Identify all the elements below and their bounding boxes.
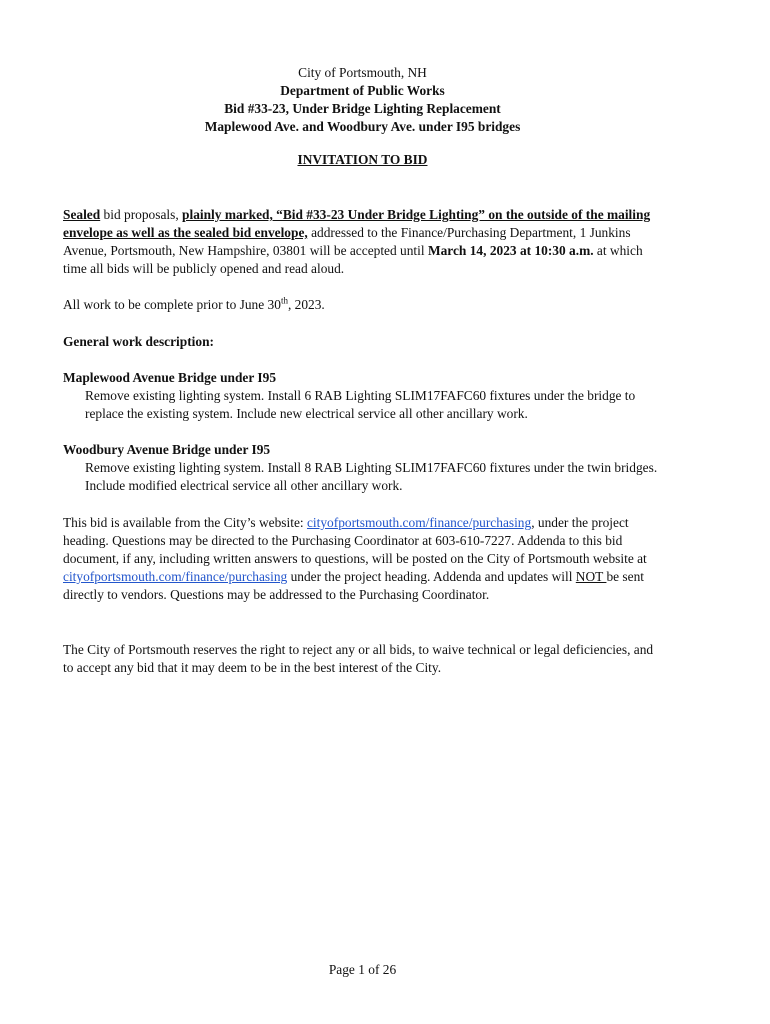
woodbury-body: Remove existing lighting system. Install 8 RAB Lighting SLIM17FAFC60 fixtures under the twin bridges. Include modified electrical service all other ancillary work. [85, 460, 658, 493]
completion-paragraph [63, 296, 663, 314]
plainly-marked-text: plainly marked, “Bid #33-23 Under Bridge Lighting” [182, 207, 485, 222]
availability-text-1: This bid is available from the City’s website: [63, 515, 307, 530]
deadline-text: March 14, 2023 at 10:30 a.m. [427, 243, 594, 258]
woodbury-section [63, 441, 663, 495]
intro-text-2: addressed to the Finance/Purchasing Department, 1 Junkins Avenue, Portsmouth, New Hampshire, 03801 will be accepted until [63, 225, 631, 258]
availability-text-3: under the project heading. Addenda and updates will [287, 569, 576, 584]
availability-paragraph [63, 514, 663, 604]
document-header [0, 64, 725, 136]
header-location: Maplewood Ave. and Woodbury Ave. under I95 bridges [204, 119, 521, 134]
reserve-paragraph: The City of Portsmouth reserves the right to reject any or all bids, to waive technical or legal deficiencies, and to accept any bid that it may deem to be in the best interest of the City. [63, 642, 654, 675]
not-text: NOT [575, 569, 607, 584]
sealed-text: Sealed [63, 207, 101, 222]
maplewood-body: Remove existing lighting system. Install 6 RAB Lighting SLIM17FAFC60 fixtures under the bridge to replace the existing system. Include new electrical service all other ancillary work. [85, 388, 636, 421]
completion-sup: th [280, 295, 288, 306]
general-heading: General work description: [63, 334, 214, 349]
availability-text-2: , under the project heading. Questions may be directed to the Purchasing Coordinator at 603-610-7227. Addenda to this bid document, if any, including written answers to questions, will be posted on the City of Portsmouth website at [63, 515, 647, 566]
intro-paragraph [63, 206, 663, 278]
intro-text-1: bid proposals, [100, 207, 183, 222]
availability-text-4: be sent directly to vendors. Questions may be addressed to the Purchasing Coordinator. [63, 569, 644, 602]
header-city: City of Portsmouth, NH [298, 65, 427, 80]
header-bid: Bid #33-23, Under Bridge Lighting Replacement [224, 101, 501, 116]
page-number: Page 1 of 26 [328, 962, 397, 977]
header-department: Department of Public Works [280, 83, 445, 98]
purchasing-link-1[interactable]: cityofportsmouth.com/finance/purchasing [306, 515, 532, 530]
purchasing-link-2[interactable]: cityofportsmouth.com/finance/purchasing [63, 569, 288, 584]
completion-pre: All work to be complete prior to June 30 [63, 297, 281, 312]
intro-text-3: at which time all bids will be publicly opened and read aloud. [63, 243, 643, 276]
page-title: INVITATION TO BID [297, 152, 428, 167]
completion-post: , 2023. [287, 297, 325, 312]
woodbury-heading: Woodbury Avenue Bridge under I95 [63, 442, 271, 457]
maplewood-section [63, 369, 663, 423]
outside-envelope-text: on the outside of the mailing envelope as well as the sealed bid envelope, [63, 207, 651, 240]
maplewood-heading: Maplewood Avenue Bridge under I95 [63, 370, 277, 385]
